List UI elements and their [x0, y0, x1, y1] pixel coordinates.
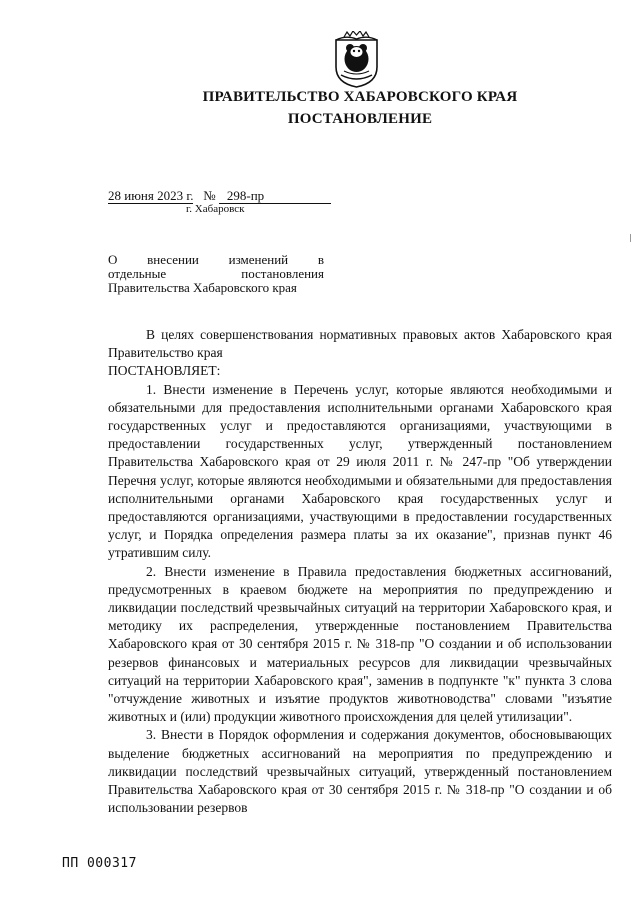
document-type: ПОСТАНОВЛЕНИЕ — [287, 111, 433, 127]
date-number-line — [108, 188, 331, 204]
form-serial-number: ПП 000317 — [62, 856, 137, 871]
decree-word: ПОСТАНОВЛЯЕТ: — [108, 363, 221, 379]
paragraph-item-2: 2. Внести изменение в Правила предоставления бюджетных ассигнований, предусмотренных в краевом бюджете на мероприятия по предупреждению и ликвидации последствий чрезвычайных ситуаций на территории Хабаровского края, и методику их распределения, утвержденные постановлением Правительства Хабаровского края от 30 сентября 2015 г. № 318-пр "О создании и об использовании резервов финансовых и материальных ресурсов для ликвидации чрезвычайных ситуаций на территории Хабаровского края", заменив в подпункте "к" пункта 3 слова "отчуждение животных и изъятие продуктов животноводства" словами "изъятие животных и (или) продукции животного происхождения для целей утилизации". — [108, 563, 612, 725]
paragraph-item-3: 3. Внести в Порядок оформления и содержания документов, обосновывающих выделение бюджетных ассигнований на мероприятия по предупреждению и ликвидации последствий чрезвычайных ситуаций, утвержденный постановлением Правительства Хабаровского края от 30 сентября 2015 г. № 318-пр "О создании и об использовании резервов — [108, 727, 612, 816]
coat-of-arms-icon — [333, 31, 380, 89]
document-city: г. Хабаровск — [186, 203, 245, 215]
subject-line-3: Правительства Хабаровского края — [108, 280, 297, 295]
subject-line-2: отдельные постановления — [108, 266, 324, 281]
scan-margin-mark — [630, 234, 631, 242]
government-title: ПРАВИТЕЛЬСТВО ХАБАРОВСКОГО КРАЯ — [202, 89, 518, 105]
paragraph-item-1: 1. Внести изменение в Перечень услуг, которые являются необходимыми и обязательными для предоставления исполнительными органами Хабаровского края государственных услуг и предоставляются организациями, участвующими в предоставлении государственных услуг, утвержденный постановлением Правительства Хабаровского края от 29 июля 2011 г. № 247-пр "Об утверждении Перечня услуг, которые являются необходимыми и обязательными для предоставления исполнительными органами Хабаровского края государственных услуг и предоставляются организациями, участвующими в предоставлении государственных услуг, и Порядка определения размера платы за их оказание", признав пункт 46 утратившим силу. — [108, 381, 612, 561]
document-number: 298-пр — [219, 189, 331, 204]
document-body — [108, 326, 612, 817]
subject-line-1: О внесении изменений в — [108, 252, 324, 267]
intro-paragraph: В целях совершенствования нормативных правовых актов Хабаровского края Правительство края — [108, 327, 612, 361]
document-subject — [108, 253, 324, 295]
number-sign: № — [203, 188, 216, 203]
document-date: 28 июня 2023 г. — [108, 188, 194, 203]
